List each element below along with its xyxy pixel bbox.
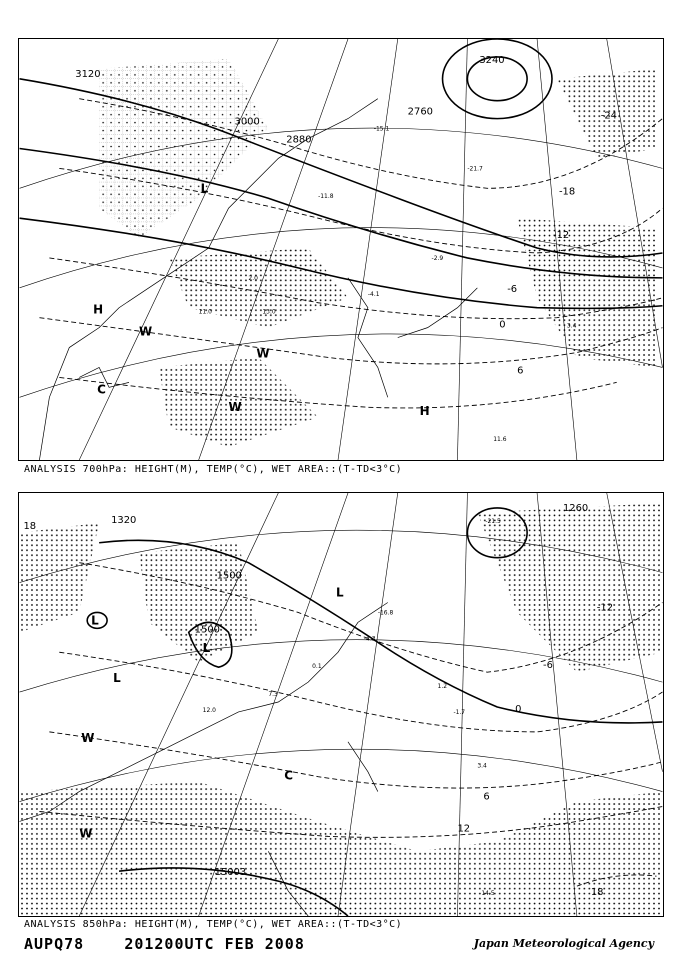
height-label: 3000 (234, 116, 260, 128)
wet-area (139, 543, 258, 662)
obs-label: -15.1 (373, 125, 390, 133)
temp-label: 0 (515, 703, 522, 715)
obs-label: -4.3 (363, 635, 376, 643)
chart-code-id: AUPQ78 (24, 935, 85, 953)
system-marker: W (81, 730, 95, 745)
obs-label: -21.5 (485, 517, 501, 525)
obs-label: 7.3 (268, 691, 278, 699)
system-marker: W (228, 400, 242, 415)
height-label: 1260 (562, 502, 589, 514)
system-marker: L (113, 671, 121, 686)
wet-area (99, 59, 268, 238)
temp-label: -18 (558, 186, 576, 198)
height-label: 2760 (407, 106, 433, 118)
height-label: 1320 (111, 514, 137, 526)
map-850hpa-canvas (19, 493, 663, 916)
obs-label: -1.7 (453, 708, 466, 716)
caption-700hpa: ANALYSIS 700hPa: HEIGHT(M), TEMP(°C), WET AREA::(T-TD<3°C) (24, 464, 403, 475)
system-marker: L (336, 585, 344, 600)
obs-label: -4.1 (367, 290, 380, 298)
obs-label: 13.0 (262, 308, 276, 316)
system-marker: L (200, 181, 209, 196)
system-marker: C (284, 768, 294, 783)
height-label: 1500 (216, 570, 242, 582)
system-marker: W (79, 826, 93, 841)
wet-area (20, 520, 100, 632)
agency-name: Japan Meteorological Agency (473, 937, 654, 950)
temp-label: 12 (457, 823, 471, 835)
height-label: 15003 (214, 867, 247, 879)
height-label: 2880 (286, 134, 312, 146)
obs-label: 1.2 (437, 683, 448, 691)
chart-code (24, 935, 305, 953)
temp-label: 6 (483, 791, 490, 803)
system-marker: L (91, 613, 99, 628)
obs-label: 3.4 (566, 322, 577, 330)
system-marker: W (256, 346, 270, 361)
system-marker: C (97, 382, 106, 397)
temp-label: 0 (499, 319, 506, 331)
obs-label: -11.8 (318, 193, 334, 201)
temp-label: 18 (590, 887, 604, 899)
obs-label: 11.0 (198, 308, 212, 316)
map-700hpa (18, 38, 664, 461)
height-label: 3120 (75, 68, 101, 80)
system-marker: W (138, 324, 153, 339)
obs-label: 3.4 (477, 762, 487, 770)
wet-area (477, 503, 662, 672)
temp-label: 18 (23, 520, 37, 532)
system-marker: H (93, 302, 104, 317)
temp-label: -6 (507, 283, 518, 295)
temp-label: -12 (596, 602, 614, 614)
map-700hpa-canvas (19, 39, 663, 460)
obs-label: -16.8 (377, 609, 394, 617)
wet-area (517, 218, 656, 367)
obs-label: 2.0 (248, 274, 258, 282)
chart-valid-time: 201200UTC FEB 2008 (124, 935, 305, 953)
obs-label: 0.1 (312, 663, 322, 671)
obs-label: 12.0 (202, 706, 216, 714)
temp-label: 6 (517, 365, 524, 377)
temp-label: -12 (552, 230, 570, 242)
obs-label: -2.9 (431, 254, 444, 262)
system-marker: H (419, 404, 430, 419)
obs-label: -21.7 (467, 165, 483, 173)
height-label: 1500 (194, 624, 220, 636)
system-marker: L (202, 641, 211, 656)
temp-label: -6 (543, 660, 553, 672)
height-label: 3240 (479, 54, 505, 66)
obs-label: 11.6 (493, 436, 507, 444)
obs-label: 14.5 (481, 890, 495, 898)
wet-area (169, 248, 348, 328)
map-850hpa (18, 492, 664, 917)
temp-label: -24 (600, 110, 618, 122)
caption-850hpa: ANALYSIS 850hPa: HEIGHT(M), TEMP(°C), WET AREA::(T-TD<3°C) (24, 919, 403, 930)
